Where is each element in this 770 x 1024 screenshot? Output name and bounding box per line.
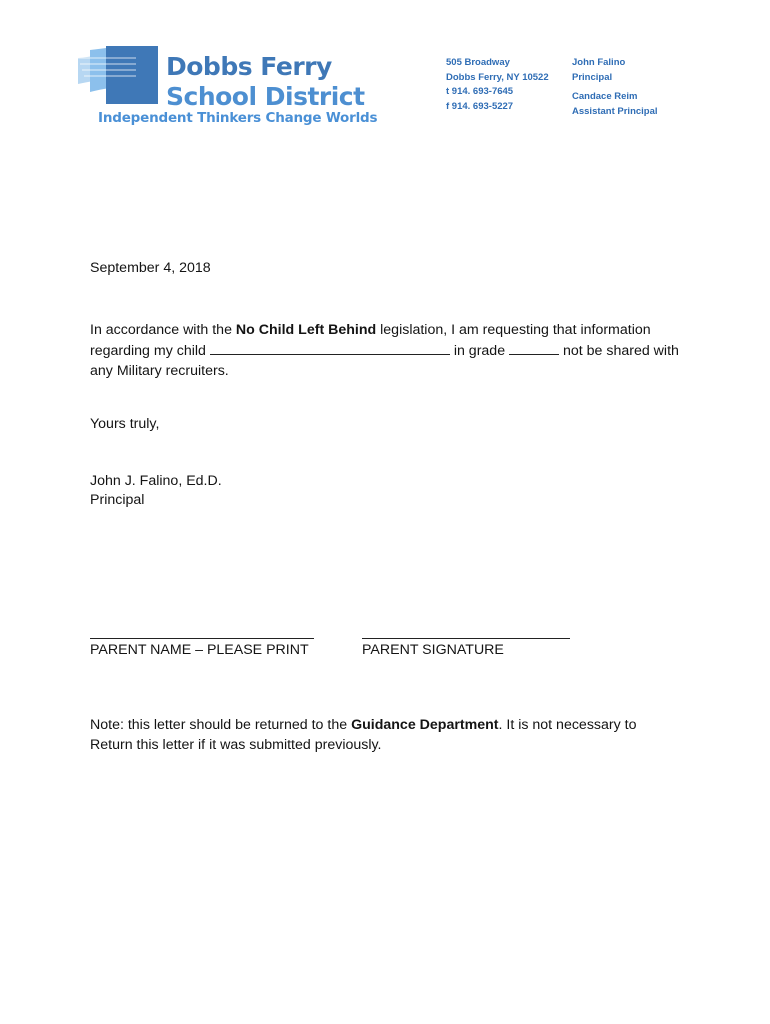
address-fax: f 914. 693-5227 [446, 100, 514, 112]
para-text: any Military recruiters. [90, 363, 229, 379]
parent-name-label: PARENT NAME – PLEASE PRINT [90, 642, 309, 658]
address-city: Dobbs Ferry, NY 10522 [446, 71, 549, 83]
parent-signature-line[interactable] [362, 638, 570, 639]
para-text: in grade [449, 343, 510, 359]
legislation-name: No Child Left Behind [235, 322, 377, 338]
district-name-line1: Dobbs Ferry [166, 52, 332, 81]
note-text: Note: this letter should be returned to the [90, 717, 352, 733]
staff-title: Principal [572, 71, 613, 83]
district-tagline: Independent Thinkers Change Worlds [98, 110, 378, 126]
staff-name: John Falino [572, 57, 626, 68]
staff-block [572, 56, 658, 119]
request-paragraph [90, 320, 679, 381]
child-name-blank[interactable] [210, 340, 450, 355]
staff-name: Candace Reim [572, 91, 638, 102]
note-text: . It is not necessary to [498, 717, 637, 733]
note-paragraph [90, 715, 637, 755]
address-block [446, 56, 549, 114]
parent-signature-label: PARENT SIGNATURE [362, 642, 504, 658]
district-name-line2: School District [166, 82, 365, 111]
para-text: In accordance with the [90, 322, 236, 338]
signer-name: John J. Falino, Ed.D. [90, 473, 222, 489]
parent-name-line[interactable] [90, 638, 314, 639]
signer-title: Principal [90, 492, 145, 508]
address-street: 505 Broadway [446, 57, 510, 68]
para-text: legislation, I am requesting that information [376, 322, 651, 338]
staff-title: Assistant Principal [572, 105, 658, 117]
closing: Yours truly, [90, 416, 160, 432]
school-logo-icon [76, 44, 166, 108]
note-text: Return this letter if it was submitted previously. [90, 737, 382, 753]
para-text: not be shared with [559, 343, 679, 359]
letter-date: September 4, 2018 [90, 260, 211, 276]
address-phone: t 914. 693-7645 [446, 86, 514, 97]
department-name: Guidance Department [351, 717, 499, 733]
grade-blank[interactable] [509, 340, 559, 355]
para-text: regarding my child [90, 343, 210, 359]
